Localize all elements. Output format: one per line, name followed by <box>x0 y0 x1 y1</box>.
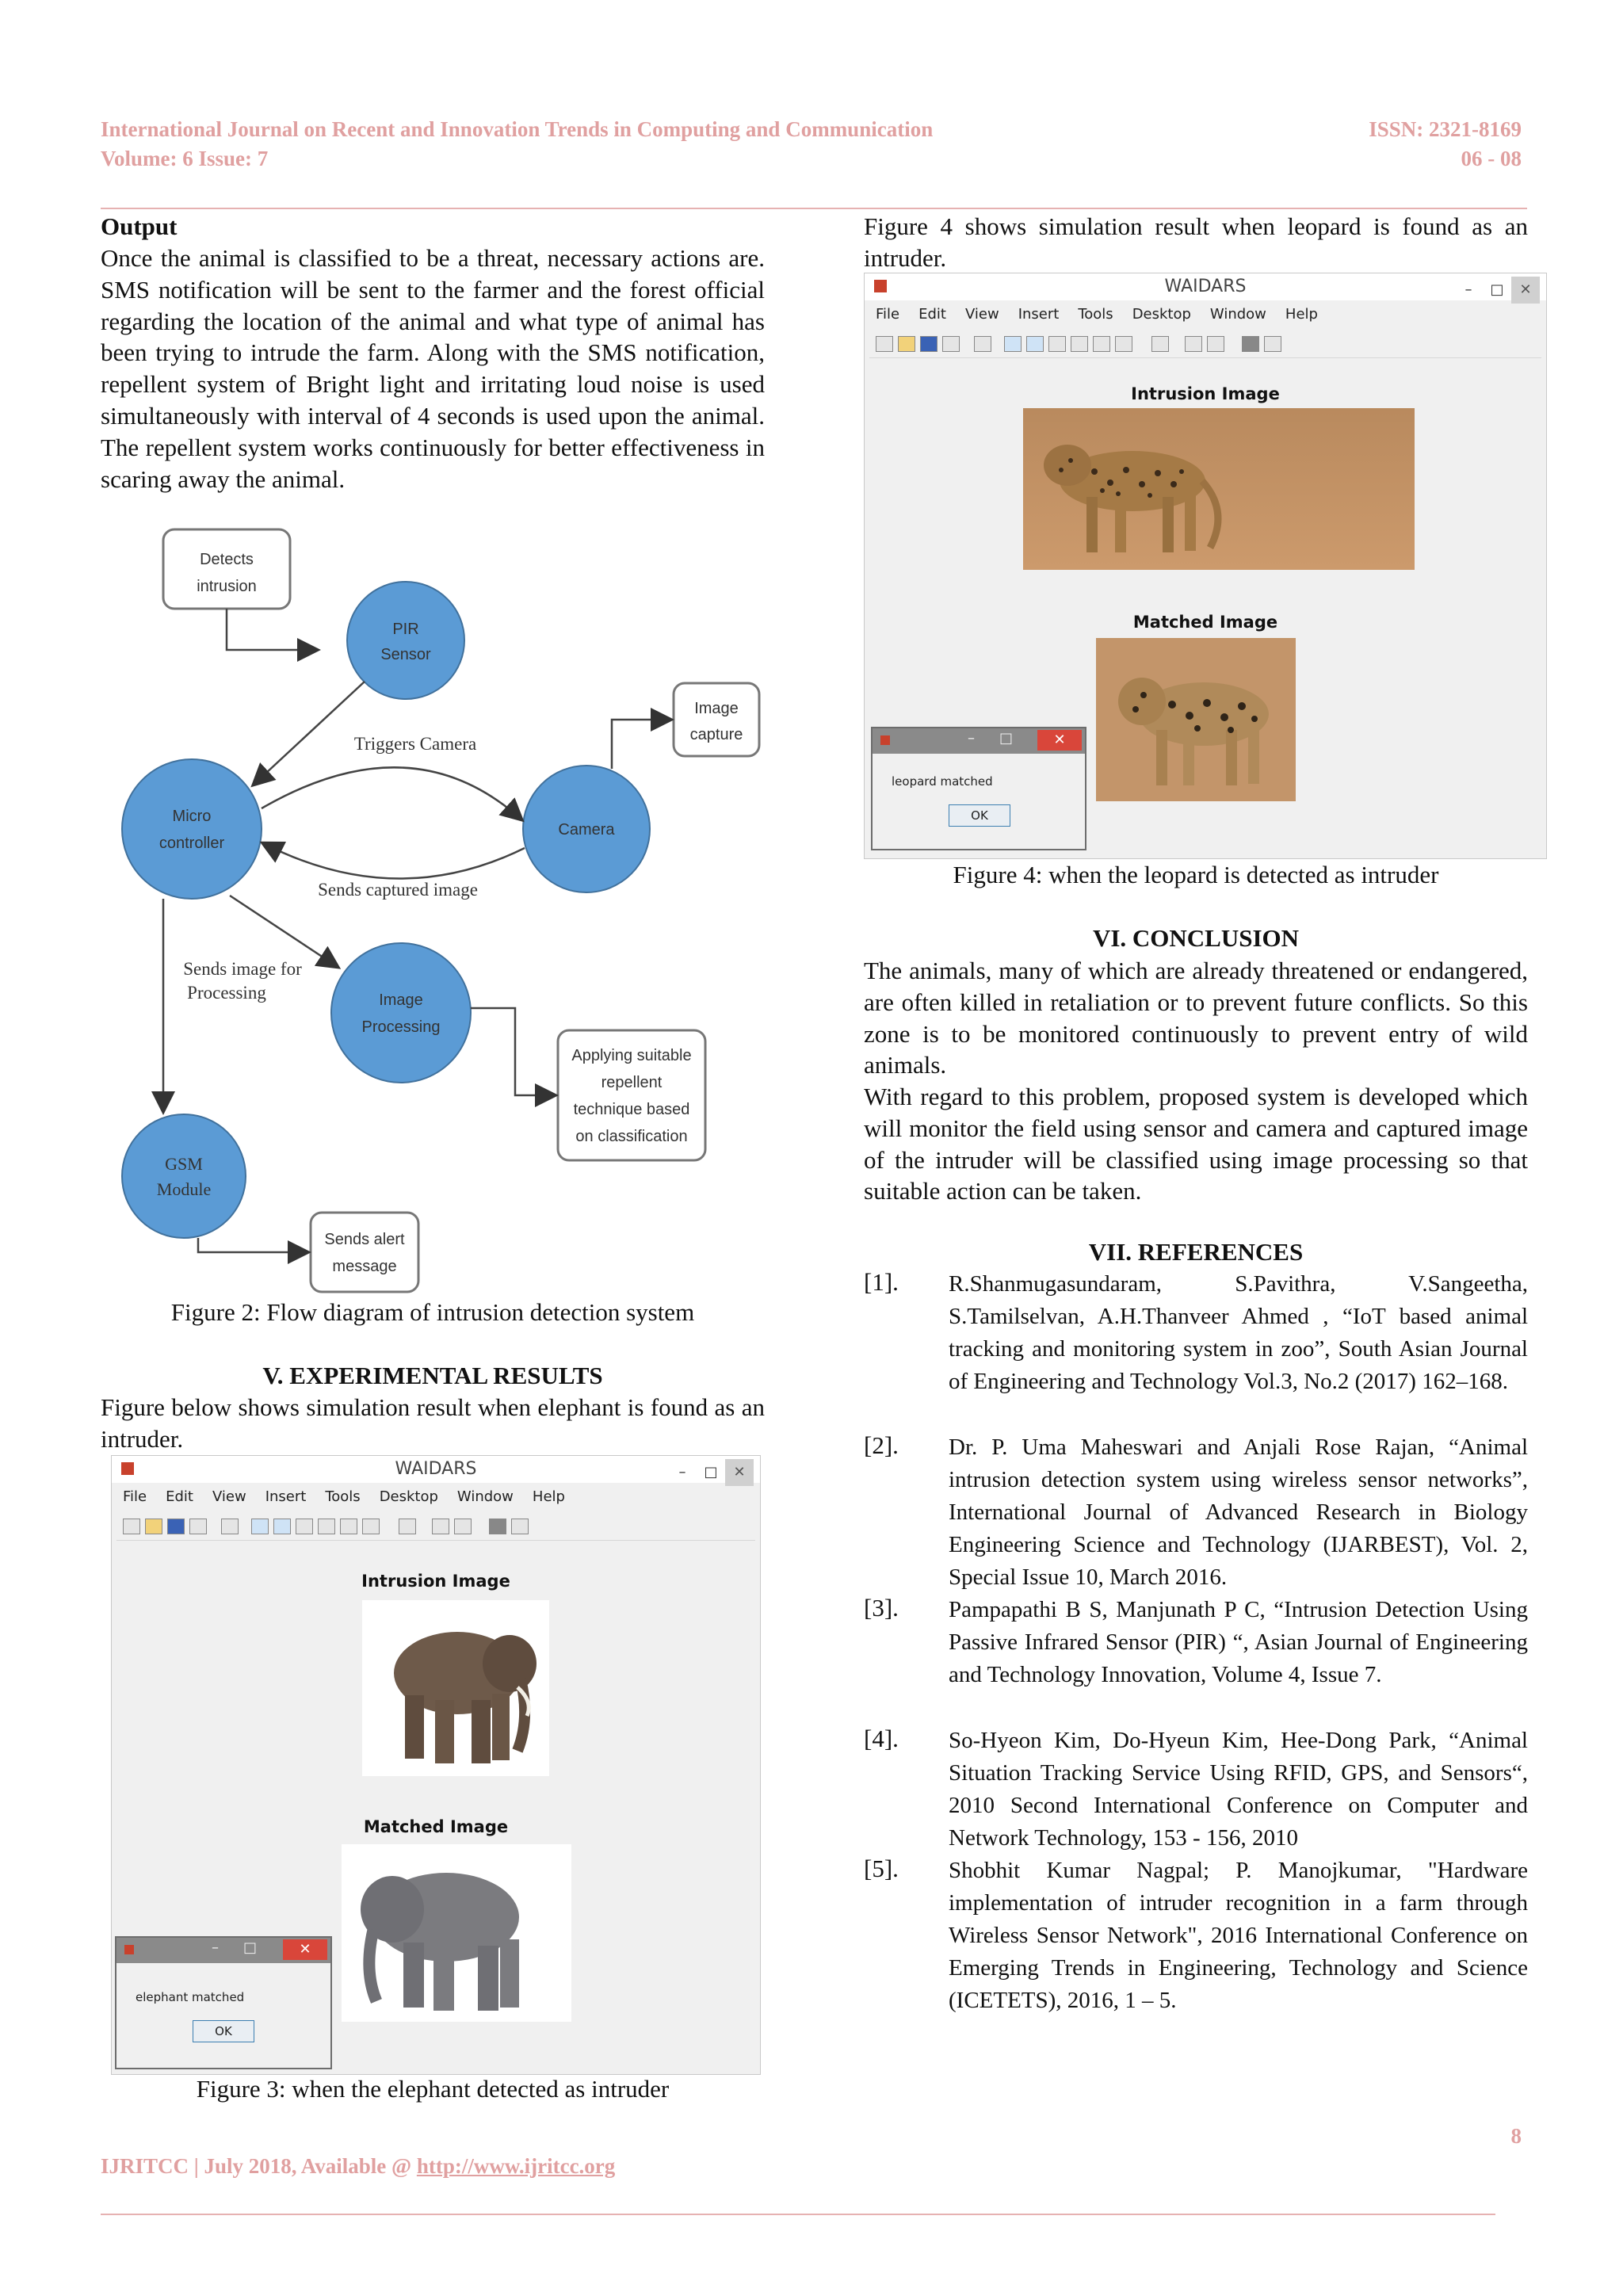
matlab-icon <box>874 280 887 292</box>
rotate-icon[interactable] <box>318 1519 335 1534</box>
pir-label-1: PIR <box>392 621 419 638</box>
menu-desktop[interactable]: Desktop <box>379 1488 438 1505</box>
image-capture-box <box>674 683 759 756</box>
section-5-heading: V. EXPERIMENTAL RESULTS <box>262 1362 603 1389</box>
matched-image-title: Matched Image <box>1132 613 1278 632</box>
section-6-heading: VI. CONCLUSION <box>1092 924 1300 952</box>
footer-link[interactable]: http://www.ijritcc.org <box>416 2154 616 2178</box>
window-title: WAIDARS <box>1164 277 1247 296</box>
ref-1-number: [1]. <box>864 1268 899 1296</box>
dialog-close-icon[interactable]: ✕ <box>283 1939 327 1960</box>
menu-file[interactable]: File <box>876 306 900 323</box>
alert-label-1: Sends alert <box>324 1231 405 1248</box>
footer-rule <box>101 2214 1495 2215</box>
journal-title: International Journal on Recent and Innovation Trends in Computing and Communication <box>101 117 934 141</box>
pir-label-2: Sensor <box>380 646 431 663</box>
sends-captured-label: Sends captured image <box>318 880 478 900</box>
footer-availability: IJRITCC | July 2018, Available @ <box>101 2154 417 2178</box>
data-cursor-icon[interactable] <box>340 1519 357 1534</box>
menu-insert[interactable]: Insert <box>1018 306 1060 323</box>
open-icon[interactable] <box>145 1519 162 1534</box>
output-heading: Output <box>101 212 178 240</box>
menu-file[interactable]: File <box>123 1488 147 1505</box>
hide-tools-icon[interactable] <box>489 1519 506 1534</box>
intrusion-image-leopard <box>1023 408 1415 570</box>
dialog-minimize-icon[interactable]: – <box>212 1939 219 1956</box>
menu-desktop[interactable]: Desktop <box>1132 306 1191 323</box>
imgproc-label-2: Processing <box>361 1018 441 1036</box>
image-processing-node <box>331 943 471 1083</box>
conclusion-paragraph-1: The animals, many of which are already threatened or endangered, are often killed in retaliation or to prevent future conflicts. So this zone is to be monitored continuously to prevent entry of wild animals. <box>864 957 1528 1079</box>
menu-help[interactable]: Help <box>532 1488 565 1505</box>
open-icon[interactable] <box>898 336 915 352</box>
gsm-label-2: Module <box>156 1179 212 1199</box>
dialog-icon <box>880 735 890 745</box>
applying-label-4: on classification <box>575 1128 688 1145</box>
zoom-in-icon[interactable] <box>1004 336 1022 352</box>
rotate-icon[interactable] <box>1071 336 1088 352</box>
pan-icon[interactable] <box>296 1519 313 1534</box>
data-cursor-icon[interactable] <box>1093 336 1110 352</box>
section-5-paragraph: Figure below shows simulation result when elephant is found as an intruder. <box>101 1393 765 1453</box>
menu-window[interactable]: Window <box>456 1488 514 1505</box>
dialog-message: leopard matched <box>892 774 993 789</box>
hide-tools-icon[interactable] <box>1242 336 1259 352</box>
dialog-minimize-icon[interactable]: – <box>968 730 975 747</box>
toolbar <box>869 329 1541 358</box>
colorbar-icon[interactable] <box>432 1519 449 1534</box>
flow-diagram <box>111 523 769 1300</box>
micro-label-1: Micro <box>172 808 212 825</box>
applying-label-2: repellent <box>601 1074 663 1091</box>
detects-label-1: Detects <box>200 551 254 568</box>
dialog-message: elephant matched <box>136 1990 245 2004</box>
menu-window[interactable]: Window <box>1209 306 1266 323</box>
micro-label-2: controller <box>158 835 225 852</box>
footer-text <box>101 2154 615 2179</box>
page-number: 8 <box>1510 2124 1522 2148</box>
ref-1-text: R.Shanmugasundaram, S.Pavithra, V.Sangeetha, S.Tamilselvan, A.H.Thanveer Ahmed , “IoT based animal tracking and monitoring system in zoo”, South Asian Journal of Engineering and Technology Vol.3, No.2 (2017) 162–168. <box>949 1271 1528 1394</box>
menu-edit[interactable]: Edit <box>918 306 946 323</box>
intrusion-image-elephant <box>362 1600 549 1776</box>
microcontroller-node <box>122 759 262 899</box>
toolbar <box>116 1511 755 1541</box>
colorbar-icon[interactable] <box>1185 336 1202 352</box>
ref-3-text: Pampapathi B S, Manjunath P C, “Intrusion Detection Using Passive Infrared Sensor (PIR) “, Asian Journal of Engineering and Technology Innovation, Volume 4, Issue 7. <box>949 1597 1528 1687</box>
figure-3-caption: Figure 3: when the elephant detected as intruder <box>196 2075 670 2103</box>
ref-2-number: [2]. <box>864 1431 899 1459</box>
matched-image-leopard <box>1096 638 1296 801</box>
zoom-out-icon[interactable] <box>1026 336 1044 352</box>
save-icon[interactable] <box>167 1519 185 1534</box>
legend-icon[interactable] <box>454 1519 472 1534</box>
menu-insert[interactable]: Insert <box>265 1488 307 1505</box>
gsm-module-node <box>122 1114 246 1238</box>
dialog-close-icon[interactable]: ✕ <box>1037 730 1082 751</box>
sends-for-label-2: Processing <box>187 983 266 1003</box>
image-capture-label-2: capture <box>689 726 743 743</box>
dialog-maximize-icon[interactable]: □ <box>999 730 1014 747</box>
detects-box <box>163 529 290 609</box>
legend-icon[interactable] <box>1207 336 1224 352</box>
pir-sensor-node <box>347 582 464 699</box>
pointer-icon[interactable] <box>221 1519 239 1534</box>
dialog-icon <box>124 1945 134 1954</box>
link-icon[interactable] <box>399 1519 416 1534</box>
new-file-icon[interactable] <box>123 1519 140 1534</box>
show-tools-icon[interactable] <box>511 1519 529 1534</box>
sends-for-label-1: Sends image for <box>183 959 302 979</box>
matlab-window-elephant <box>111 1455 761 2075</box>
window-titlebar <box>865 273 1546 300</box>
imgproc-label-1: Image <box>379 991 423 1009</box>
figure-2-caption: Figure 2: Flow diagram of intrusion detection system <box>170 1298 695 1326</box>
ref-4-text: So-Hyeon Kim, Do-Hyeun Kim, Hee-Dong Park, “Animal Situation Tracking Service Using RFID, GPS, and Sensors“, 2010 Second International Conference on Computer and Network Technology, 153 - 156, 2010 <box>949 1728 1528 1851</box>
brush-icon[interactable] <box>362 1519 380 1534</box>
link-icon[interactable] <box>1151 336 1169 352</box>
ok-button[interactable]: OK <box>949 804 1010 827</box>
menu-help[interactable]: Help <box>1285 306 1318 323</box>
ref-3-number: [3]. <box>864 1594 899 1622</box>
triggers-camera-label: Triggers Camera <box>353 734 477 754</box>
image-capture-label-1: Image <box>694 700 739 717</box>
minimize-icon[interactable]: – <box>678 1464 686 1480</box>
print-icon[interactable] <box>189 1519 207 1534</box>
conclusion-paragraph-2: With regard to this problem, proposed system is developed which will monitor the field using sensor and camera and captured image of the intruder will be classified using image processing so that suitable action can be taken. <box>864 1083 1528 1205</box>
camera-label: Camera <box>558 821 615 839</box>
volume-issue: Volume: 6 Issue: 7 <box>101 147 269 170</box>
output-paragraph: Once the animal is classified to be a threat, necessary actions are. SMS notification will be sent to the farmer and the forest official regarding the location of the animal and what type of animal has been trying to intrude the farm. Along with the SMS notification, repellent system of Bright light and irritating loud noise is used simultaneously with interval of 4 seconds is used upon the animal. The repellent system works continuously for better effectiveness in scaring away the animal. <box>101 244 765 493</box>
matched-image-elephant <box>342 1844 571 2022</box>
header-rule <box>101 208 1527 209</box>
alert-box <box>311 1213 418 1292</box>
zoom-in-icon[interactable] <box>251 1519 269 1534</box>
pointer-icon[interactable] <box>974 336 991 352</box>
applying-label-3: technique based <box>573 1101 690 1118</box>
window-titlebar <box>112 1456 760 1483</box>
leopard-matched-dialog <box>871 727 1086 850</box>
ref-2-text: Dr. P. Uma Maheswari and Anjali Rose Rajan, “Animal intrusion detection system using wireless sensor networks”, International Journal of Advanced Research in Biology Engineering Science and Technology (IJARBEST), Vol. 2, Special Issue 10, March 2016. <box>949 1435 1528 1590</box>
figure-4-intro: Figure 4 shows simulation result when leopard is found as an intruder. <box>864 212 1528 272</box>
close-icon[interactable]: ✕ <box>1511 277 1540 304</box>
page-range: 06 - 08 <box>1461 147 1522 170</box>
alert-label-2: message <box>332 1258 397 1275</box>
menu-view[interactable]: View <box>964 306 999 323</box>
applying-label-1: Applying suitable <box>571 1047 692 1064</box>
print-icon[interactable] <box>942 336 960 352</box>
ref-4-number: [4]. <box>864 1725 899 1752</box>
menu-view[interactable]: View <box>212 1488 246 1505</box>
maximize-icon[interactable]: □ <box>704 1464 718 1480</box>
figure-4-caption: Figure 4: when the leopard is detected as intruder <box>953 861 1439 888</box>
issn: ISSN: 2321-8169 <box>1369 117 1522 141</box>
ref-5-number: [5]. <box>864 1855 899 1882</box>
section-7-heading: VII. REFERENCES <box>1088 1238 1304 1266</box>
brush-icon[interactable] <box>1115 336 1132 352</box>
intrusion-image-title: Intrusion Image <box>1131 384 1280 403</box>
menu-tools[interactable]: Tools <box>325 1488 361 1505</box>
zoom-out-icon[interactable] <box>273 1519 291 1534</box>
menu-bar <box>112 1484 760 1510</box>
matlab-icon <box>121 1462 134 1475</box>
close-icon[interactable]: ✕ <box>725 1459 754 1486</box>
new-file-icon[interactable] <box>876 336 893 352</box>
matched-image-title: Matched Image <box>363 1817 509 1836</box>
menu-bar <box>865 302 1546 327</box>
maximize-icon[interactable]: □ <box>1490 281 1504 298</box>
ok-button[interactable]: OK <box>193 2020 254 2042</box>
intrusion-image-title: Intrusion Image <box>361 1572 510 1591</box>
minimize-icon[interactable]: – <box>1465 281 1472 298</box>
gsm-label-1: GSM <box>165 1154 203 1174</box>
elephant-matched-dialog <box>115 1936 332 2069</box>
menu-edit[interactable]: Edit <box>166 1488 193 1505</box>
detects-label-2: intrusion <box>197 578 257 595</box>
dialog-maximize-icon[interactable]: □ <box>243 1939 258 1956</box>
menu-tools[interactable]: Tools <box>1078 306 1113 323</box>
pan-icon[interactable] <box>1048 336 1066 352</box>
save-icon[interactable] <box>920 336 938 352</box>
show-tools-icon[interactable] <box>1264 336 1281 352</box>
ref-5-text: Shobhit Kumar Nagpal; P. Manojkumar, "Hardware implementation of intruder recognition in a farm through Wireless Sensor Network", 2016 International Conference on Emerging Trends in Engineering, Technology and Science (ICETETS), 2016, 1 – 5. <box>949 1858 1528 2013</box>
matlab-window-leopard <box>864 273 1547 859</box>
window-title: WAIDARS <box>395 1459 477 1479</box>
